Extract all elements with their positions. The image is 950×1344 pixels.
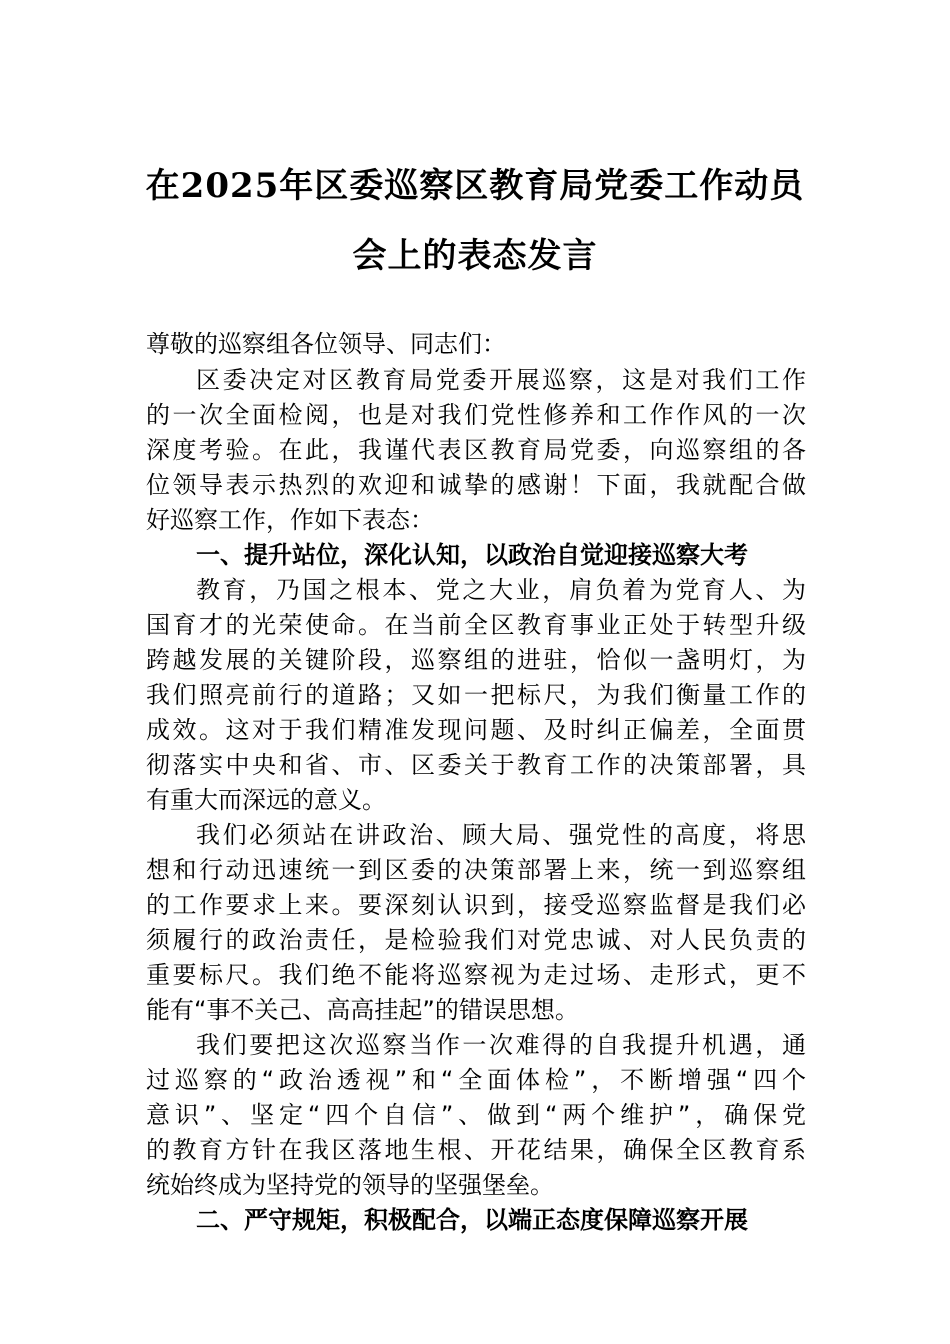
body-line: 我们照亮前行的道路；又如一把标尺，为我们衡量工作的 [146, 681, 806, 709]
body-line: 统始终成为坚持党的领导的坚强堡垒。 [146, 1171, 554, 1199]
body-line: 彻落实中央和省、市、区委关于教育工作的决策部署，具 [146, 751, 806, 779]
body-line: 我们要把这次巡察当作一次难得的自我提升机遇，通 [196, 1031, 806, 1059]
body-line: 区委决定对区教育局党委开展巡察，这是对我们工作 [196, 366, 806, 394]
body-line: 国育才的光荣使命。在当前全区教育事业正处于转型升级 [146, 611, 806, 639]
body-line: 能有“事不关己、高高挂起”的错误思想。 [146, 996, 579, 1024]
salutation: 尊敬的巡察组各位领导、同志们： [146, 330, 506, 358]
section-heading: 二、严守规矩，积极配合，以端正态度保障巡察开展 [196, 1206, 748, 1234]
body-line: 的一次全面检阅，也是对我们党性修养和工作作风的一次 [146, 401, 806, 429]
body-line: 过巡察的“政治透视”和“全面体检”，不断增强“四个 [146, 1066, 806, 1094]
body-line: 成效。这对于我们精准发现问题、及时纠正偏差，全面贯 [146, 716, 806, 744]
body-line: 的工作要求上来。要深刻认识到，接受巡察监督是我们必 [146, 891, 806, 919]
section-heading: 一、提升站位，深化认知，以政治自觉迎接巡察大考 [196, 541, 748, 569]
document-title-line-2: 会上的表态发言 [352, 236, 598, 276]
document-title-line-1: 在2025年区委巡察区教育局党委工作动员 [145, 166, 805, 206]
body-line: 须履行的政治责任，是检验我们对党忠诚、对人民负责的 [146, 926, 806, 954]
body-line: 位领导表示热烈的欢迎和诚挚的感谢！下面，我就配合做 [146, 471, 806, 499]
body-line: 意识”、坚定“四个自信”、做到“两个维护”，确保党 [146, 1101, 806, 1129]
body-line: 好巡察工作，作如下表态： [146, 506, 434, 534]
body-line: 深度考验。在此，我谨代表区教育局党委，向巡察组的各 [146, 436, 806, 464]
body-line: 有重大而深远的意义。 [146, 786, 386, 814]
body-line: 跨越发展的关键阶段，巡察组的进驻，恰似一盏明灯，为 [146, 646, 806, 674]
body-line: 的教育方针在我区落地生根、开花结果，确保全区教育系 [146, 1136, 806, 1164]
body-line: 教育，乃国之根本、党之大业，肩负着为党育人、为 [196, 576, 806, 604]
body-line: 想和行动迅速统一到区委的决策部署上来，统一到巡察组 [146, 856, 806, 884]
body-line: 重要标尺。我们绝不能将巡察视为走过场、走形式，更不 [146, 961, 806, 989]
body-line: 我们必须站在讲政治、顾大局、强党性的高度，将思 [196, 821, 806, 849]
